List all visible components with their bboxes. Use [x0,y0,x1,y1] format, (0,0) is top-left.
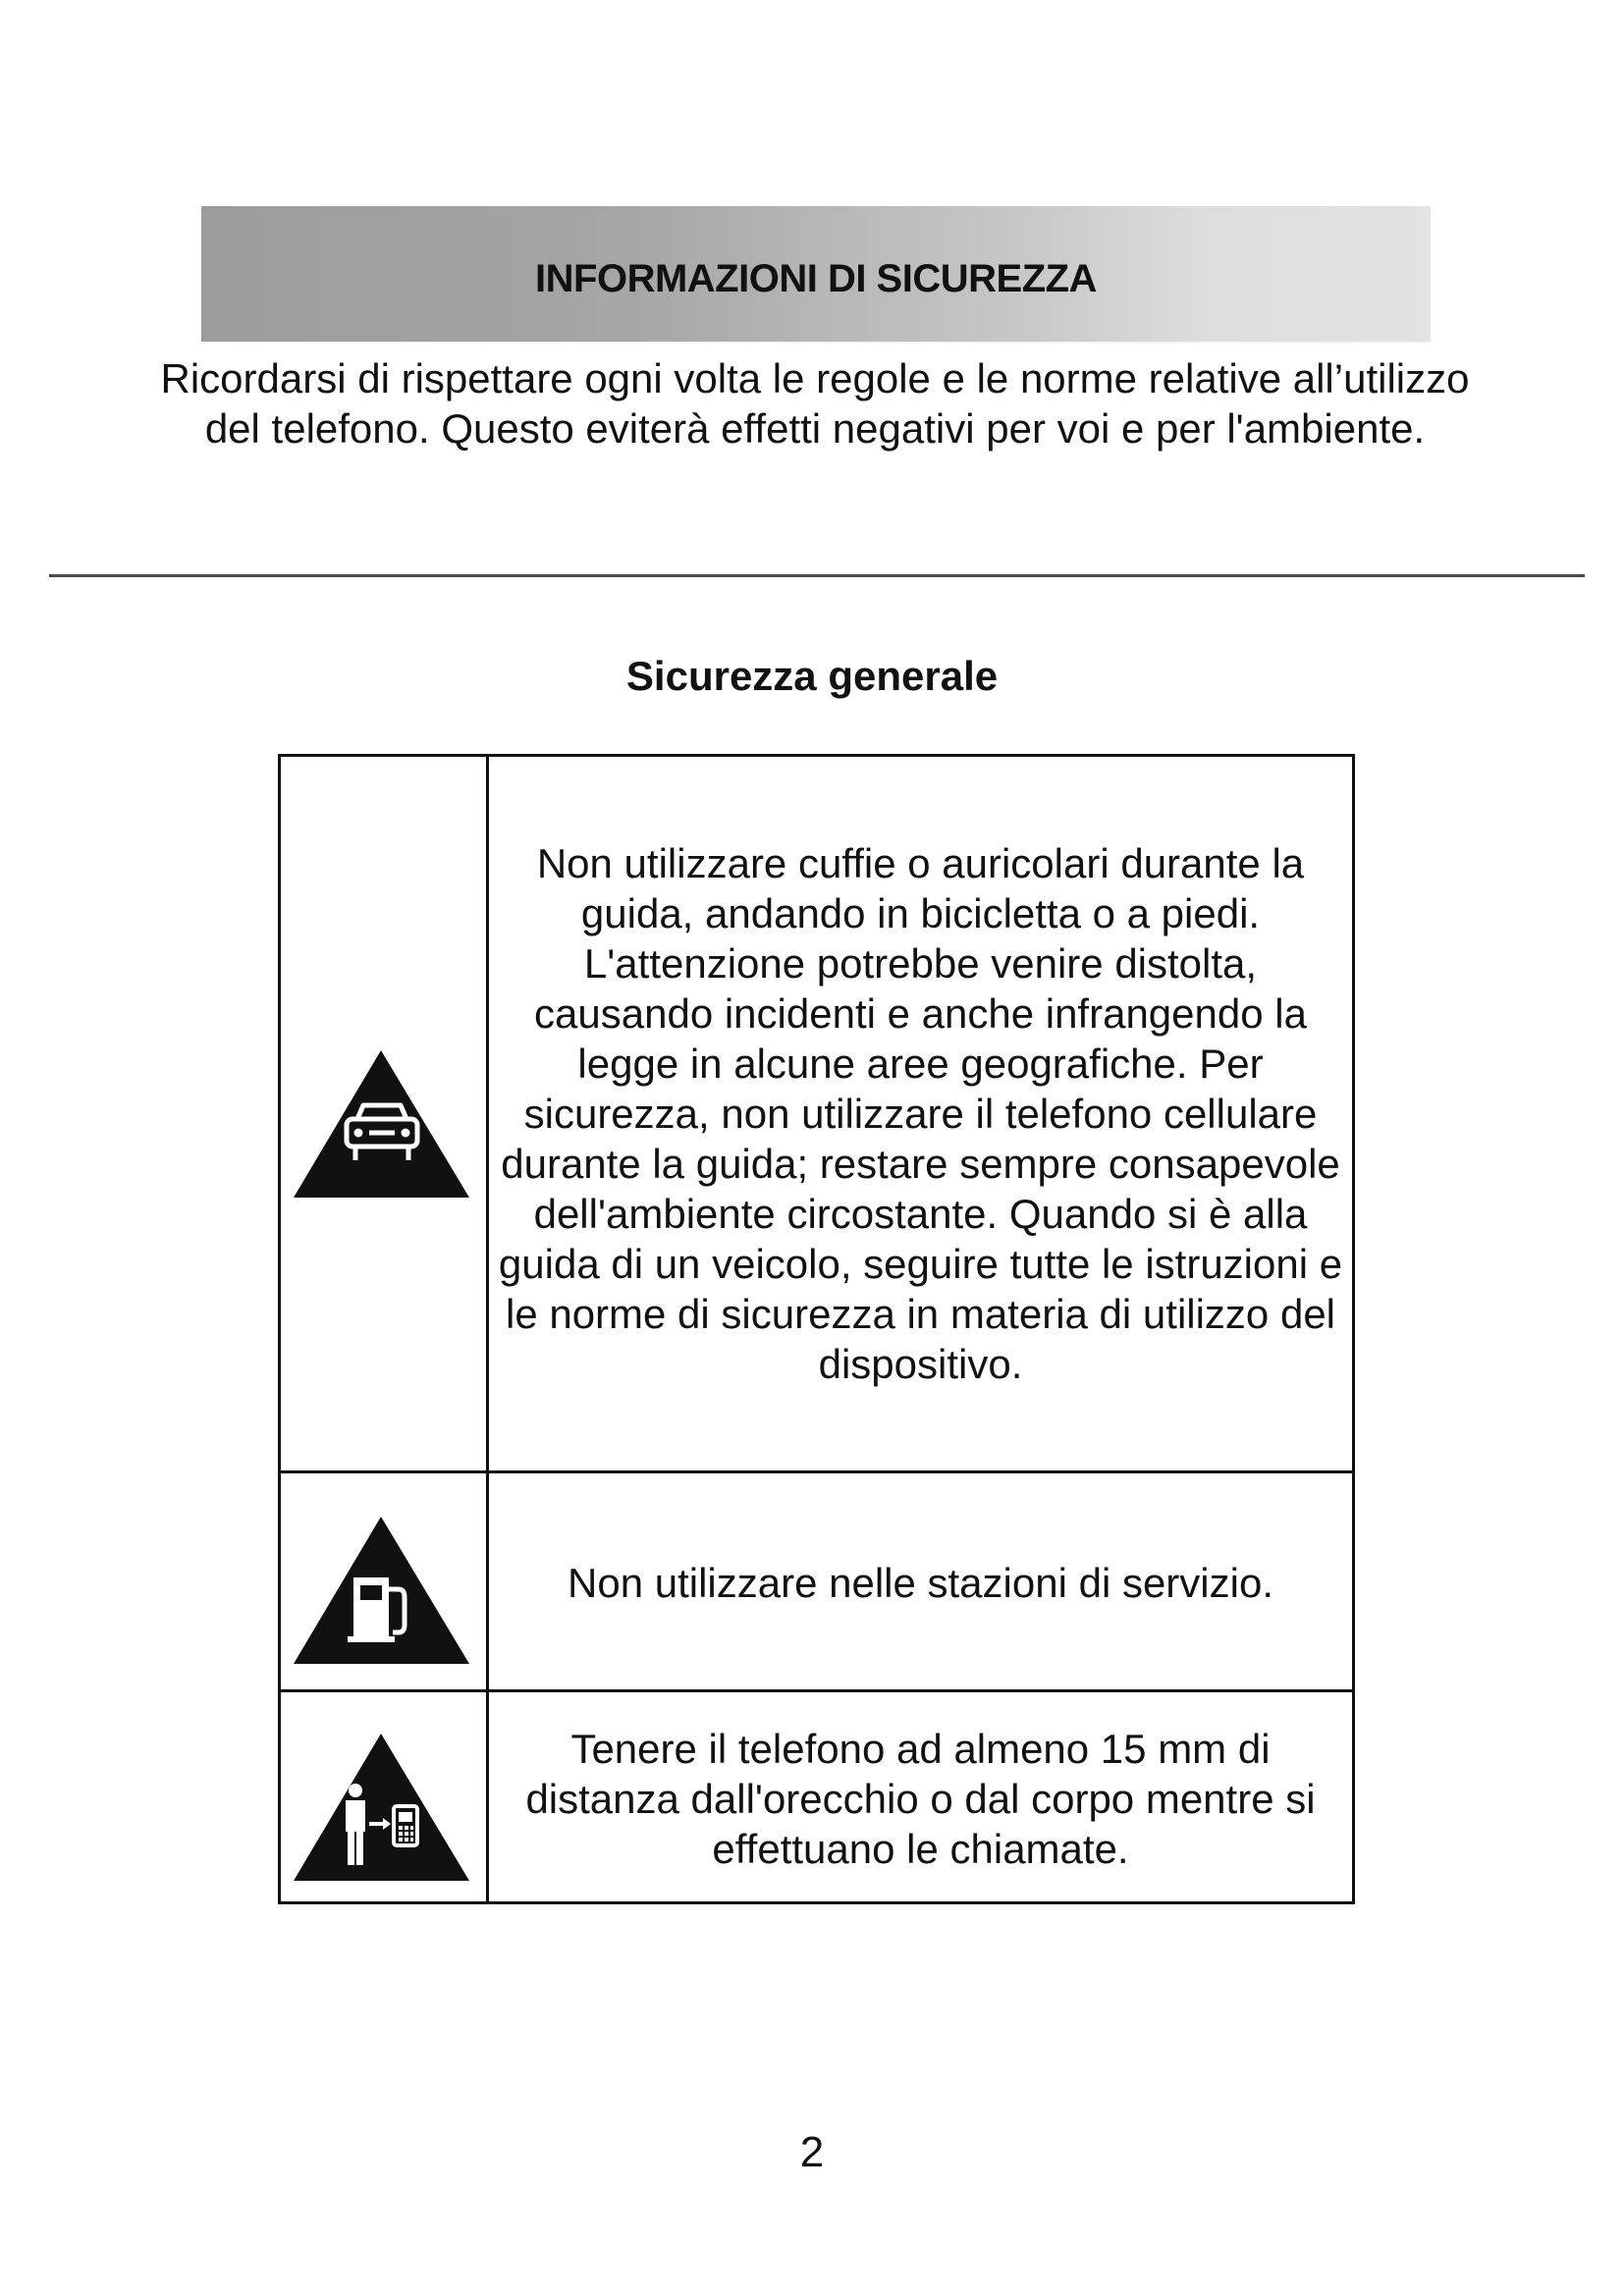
horizontal-divider [49,574,1585,577]
section-title: Sicurezza generale [625,653,999,699]
table-row [281,1470,1352,1692]
text-cell [489,1692,1352,1904]
page-number: 2 [799,2128,825,2176]
fuel-pump-warning-icon [291,1513,472,1670]
intro-paragraph: Ricordarsi di rispettare ogni volta le regole e le norme relative all’utilizzo del telefono. Questo eviterà effetti negativi per voi e per l'ambiente. [160,355,1470,452]
table-row [281,1689,1352,1904]
title-banner [201,206,1431,342]
car-warning-icon [291,1046,472,1203]
icon-cell [281,1692,489,1904]
body-distance-warning-icon [291,1730,472,1887]
safety-text: Non utilizzare cuffie o auricolari durante la guida, andando in bicicletta o a piedi. L'attenzione potrebbe venire distolta, causando incidenti e anche infrangendo la legge in alcune aree geografiche. Per sicurezza, non utilizzare il telefono cellulare durante la guida; restare sempre consapevole dell'ambiente circostante. Quando si è alla guida di un veicolo, seguire tutte le istruzioni e le norme di sicurezza in materia di utilizzo del dispositivo. [498,840,1343,1387]
table-row [281,757,1352,1470]
icon-cell [281,757,489,1470]
icon-cell [281,1473,489,1692]
text-cell [489,757,1352,1470]
safety-text: Non utilizzare nelle stazioni di servizio. [568,1560,1273,1606]
page-title: INFORMAZIONI DI SICUREZZA [535,257,1097,300]
safety-text: Tenere il telefono ad almeno 15 mm di distanza dall'orecchio o dal corpo mentre si effettuano le chiamate. [525,1725,1316,1872]
safety-table [278,754,1355,1904]
text-cell [489,1473,1352,1692]
